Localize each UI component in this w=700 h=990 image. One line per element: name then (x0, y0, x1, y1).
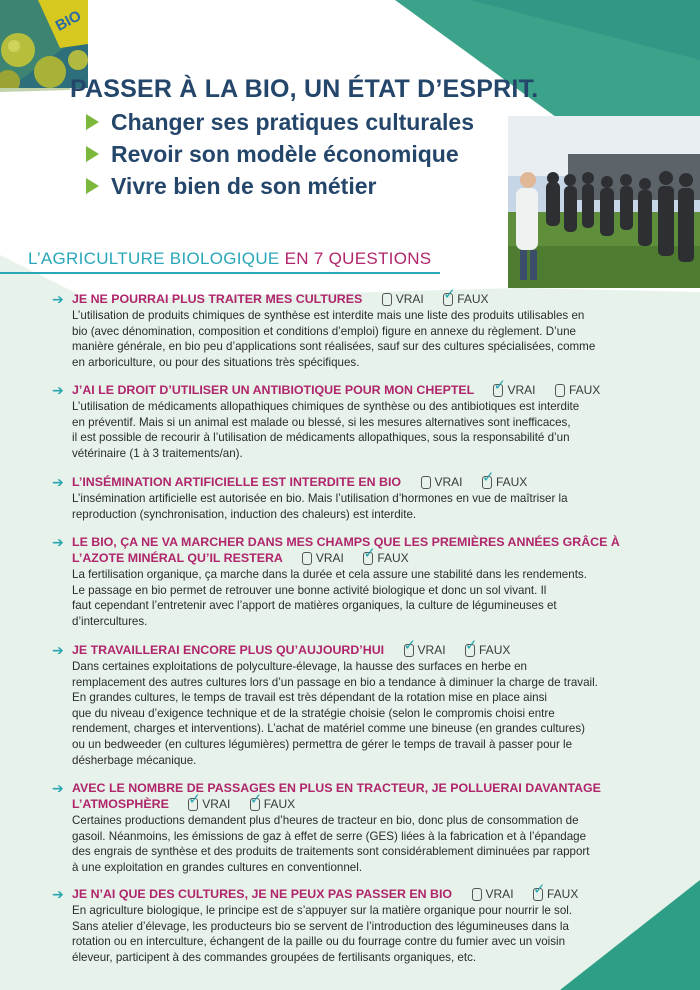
question-text-line: L’AZOTE MINÉRAL QU’IL RESTERA (72, 551, 283, 565)
checkmark-icon: ✓ (249, 791, 263, 808)
answer-line: vétérinaire (1 à 3 traitements/an). (72, 446, 243, 460)
question-heading (52, 881, 632, 902)
checkbox-box (421, 476, 431, 489)
vrai-checkbox[interactable] (403, 637, 446, 658)
checkbox-box (249, 791, 263, 811)
vrai-label: VRAI (395, 292, 424, 306)
checkmark-icon: ✓ (493, 377, 507, 394)
question-heading (52, 377, 632, 398)
checkbox-box (481, 469, 495, 489)
green-triangle-icon (86, 146, 99, 162)
question-block (52, 534, 632, 629)
faux-checkbox[interactable] (249, 791, 296, 812)
slogan-text: Revoir son modèle économique (111, 141, 459, 167)
checkbox-box (555, 384, 565, 397)
checkbox-box (188, 791, 201, 811)
arrow-right-icon: ➔ (52, 534, 64, 550)
question-heading (52, 780, 632, 812)
checkbox-box (472, 888, 482, 901)
vrai-label: VRAI (434, 475, 463, 489)
checkmark-icon: ✓ (363, 545, 376, 562)
answer-line: rendement, charges et interventions). L’achat de matériel comme une bineuse (en grandes cultures) (72, 722, 585, 736)
faux-label: FAUX (546, 887, 579, 901)
question-text-line: AVEC LE NOMBRE DE PASSAGES EN PLUS EN TRACTEUR, JE POLLUERAI DAVANTAGE (72, 781, 601, 795)
page-title: PASSER À LA BIO, UN ÉTAT D’ESPRIT. (70, 75, 539, 103)
vrai-checkbox[interactable] (188, 791, 231, 812)
section-title (28, 248, 431, 270)
checkbox-box (493, 377, 507, 397)
answer-line: L’utilisation de médicaments allopathiques chimiques de synthèse ou des antibiotiques est interdite (72, 400, 580, 413)
green-triangle-icon (86, 178, 99, 194)
question-text: JE NE POURRAI PLUS TRAITER MES CULTURES (72, 292, 363, 306)
page-header (70, 74, 538, 202)
answer-line: Le passage en bio permet de retrouver une bonne activité biologique et donc un sol vivant. Il (72, 583, 547, 597)
answer-line: bio (avec dénomination, composition et conditions d’emploi) figure en annexe du règlement. D’une (72, 324, 576, 338)
question-heading (52, 469, 632, 490)
answer-text (72, 659, 632, 768)
section-divider (0, 272, 440, 274)
checkbox-box (302, 552, 312, 565)
answer-line: manière générale, en bio peu d’applications sont réalisées, sauf sur des cultures spécialisées, comme (72, 340, 596, 354)
question-text: L’INSÉMINATION ARTIFICIELLE EST INTERDITE EN BIO (72, 475, 402, 489)
vrai-checkbox[interactable] (472, 886, 514, 902)
question-text-line: LE BIO, ÇA NE VA MARCHER DANS MES CHAMPS QUE LES PREMIÈRES ANNÉES GRÂCE À (72, 535, 620, 549)
answer-text (72, 308, 632, 370)
checkmark-icon: ✓ (481, 469, 495, 486)
question-text: JE N’AI QUE DES CULTURES, JE NE PEUX PAS PASSER EN BIO (72, 887, 453, 901)
faux-checkbox[interactable] (481, 469, 528, 490)
checkmark-icon: ✓ (465, 637, 478, 654)
vrai-checkbox[interactable] (493, 377, 536, 398)
arrow-right-icon: ➔ (52, 474, 64, 490)
answer-line: que du niveau d’exigence technique et de la stratégie choisie (selon le compromis choisi entre (72, 706, 555, 720)
checkmark-icon: ✓ (532, 881, 546, 898)
question-block (52, 780, 632, 875)
answer-text (72, 491, 632, 522)
slogan-text: Changer ses pratiques culturales (111, 109, 475, 135)
answer-line: en préventif. Mais si un animal est malade ou blessé, si les mesures alternatives sont inefficaces, (72, 415, 571, 429)
question-heading (52, 534, 632, 566)
question-block (52, 469, 632, 522)
answer-line: des engrais de synthèse et des produits de traitements sont considérablement diminuées par rapport (72, 845, 590, 859)
question-text: JE TRAVAILLERAI ENCORE PLUS QU’AUJOURD’HUI (72, 643, 385, 657)
checkbox-box (443, 286, 456, 306)
green-triangle-icon (86, 114, 99, 130)
answer-line: remplacement des autres cultures lors d’un passage en bio a tendance à diminuer la charge de travail. (72, 675, 598, 689)
vrai-label: VRAI (485, 887, 514, 901)
faux-checkbox[interactable] (465, 637, 511, 658)
vrai-label: VRAI (202, 797, 231, 811)
section-title-part1: L’AGRICULTURE BIOLOGIQUE (28, 249, 280, 268)
arrow-right-icon: ➔ (52, 780, 64, 796)
question-block (52, 637, 632, 768)
vrai-label: VRAI (315, 551, 344, 565)
answer-line: En agriculture biologique, le principe est de s’appuyer sur la matière organique pour nourrir le sol. (72, 904, 573, 917)
answer-line: en arboriculture, ou pour des situations très spécifiques. (72, 355, 360, 369)
bio-badge-text: BIO (52, 7, 85, 35)
faux-label: FAUX (377, 551, 409, 565)
question-block (52, 881, 632, 965)
faux-label: FAUX (263, 797, 296, 811)
answer-line: il est possible de recourir à l’utilisation de médicaments allopathiques, sous la responsabilité d’un (72, 431, 570, 445)
answer-line: L’utilisation de produits chimiques de synthèse est interdite mais une liste des produits utilisables en (72, 309, 585, 322)
faux-label: FAUX (568, 383, 601, 397)
answer-text (72, 399, 632, 461)
arrow-right-icon: ➔ (52, 291, 64, 307)
vrai-checkbox[interactable] (382, 291, 424, 307)
answer-text (72, 813, 632, 875)
faux-checkbox[interactable] (532, 881, 579, 902)
question-heading (52, 286, 632, 307)
arrow-right-icon: ➔ (52, 642, 64, 658)
checkmark-icon: ✓ (443, 286, 456, 303)
answer-line: rotation ou en interculture, échangent de la paille ou du fourrage contre du fumier avec un voisin (72, 935, 566, 949)
faux-checkbox[interactable] (363, 545, 409, 566)
answer-line: La fertilisation organique, ça marche dans la durée et cela assure une stabilité dans les rendements. (72, 568, 587, 581)
question-text-line: L’ATMOSPHÈRE (72, 797, 169, 811)
checkmark-icon: ✓ (403, 637, 417, 654)
vrai-checkbox[interactable] (421, 474, 463, 490)
answer-line: gasoil. Néanmoins, les émissions de gaz à effet de serre (GES) liées à la fabrication et à l’épandage (72, 829, 587, 843)
answer-line: désherbage mécanique. (72, 753, 197, 767)
slogan-item (86, 138, 538, 170)
checkbox-box (465, 637, 478, 657)
answer-line: à une exploitation en grandes cultures en conventionnel. (72, 860, 363, 874)
vrai-label: VRAI (507, 383, 536, 397)
answer-line: éleveur, participent à des commandes groupées de fertilisants organiques, etc. (72, 950, 477, 964)
answer-line: ou un bedweeder (en cultures légumières) permettra de gérer le temps de travail à passer pour le (72, 737, 573, 751)
slogan-item (86, 170, 538, 202)
checkbox-box (403, 637, 417, 657)
answer-line: En grandes cultures, le temps de travail est très dépendant de la rotation mise en place ainsi (72, 691, 547, 705)
question-block (52, 286, 632, 370)
answer-text (72, 903, 632, 965)
faux-checkbox[interactable] (555, 382, 600, 398)
arrow-right-icon: ➔ (52, 382, 64, 398)
slogan-list (86, 106, 538, 202)
answer-line: L’insémination artificielle est autorisée en bio. Mais l’utilisation d’hormones en vue de maîtriser la (72, 492, 568, 505)
faux-label: FAUX (495, 475, 528, 489)
slogan-item (86, 106, 538, 138)
vrai-checkbox[interactable] (302, 550, 344, 566)
faux-label: FAUX (457, 292, 489, 306)
answer-line: reproduction (synchronisation, induction des chaleurs) est interdite. (72, 507, 417, 521)
answer-line: Certaines productions demandent plus d’heures de tracteur en bio, donc plus de consommation de (72, 814, 579, 827)
answer-line: faut cependant l’entretenir avec l’apport de matières organiques, la culture de légumineuses et (72, 599, 557, 613)
answer-line: d’intercultures. (72, 614, 148, 628)
question-block (52, 377, 632, 461)
answer-line: Dans certaines exploitations de polyculture-élevage, la hausse des surfaces en herbe en (72, 660, 528, 673)
answer-text (72, 567, 632, 629)
arrow-right-icon: ➔ (52, 886, 64, 902)
faux-checkbox[interactable] (443, 286, 489, 307)
vrai-label: VRAI (417, 643, 446, 657)
checkbox-box (382, 293, 392, 306)
section-title-part2: EN 7 QUESTIONS (284, 249, 432, 268)
checkmark-icon: ✓ (188, 791, 201, 808)
question-text: J’AI LE DROIT D’UTILISER UN ANTIBIOTIQUE POUR MON CHEPTEL (72, 383, 475, 397)
slogan-text: Vivre bien de son métier (111, 173, 377, 199)
question-heading (52, 637, 632, 658)
checkbox-box (363, 545, 376, 565)
checkbox-box (532, 881, 546, 901)
answer-line: Sans atelier d’élevage, les producteurs bio se servent de l’introduction des légumineuses dans la (72, 919, 569, 933)
faux-label: FAUX (479, 643, 511, 657)
